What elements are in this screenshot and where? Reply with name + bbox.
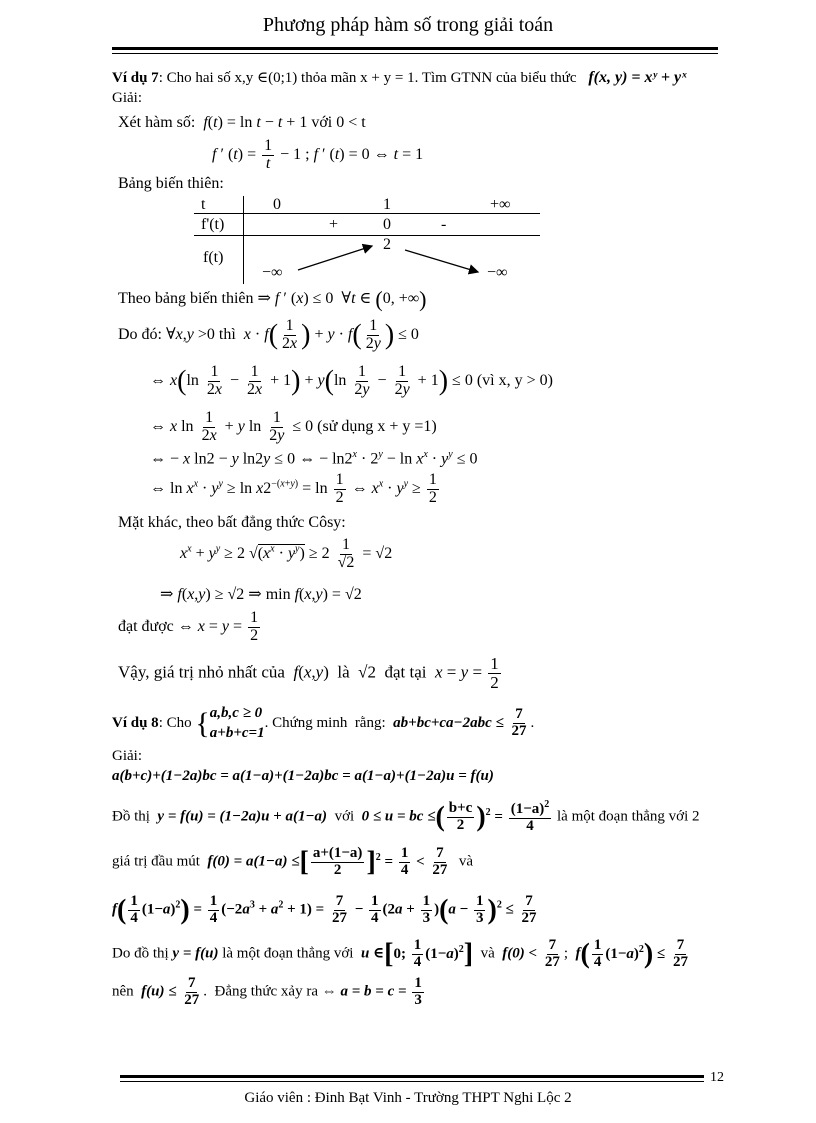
ex8-line-3: giá trị đầu mút f(0) = a(1−a) ≤[ $\frac{a+(1-a)}{2}$ ]$^2$ = $\frac{1}{4}$ < $\frac{7}{27}$ và: [112, 845, 474, 878]
ex7-line-7: ⇔ x ln $\frac{1}{2x}$ + y ln $\frac{1}{2y}$ ≤ 0 (sử dụng x + y =1): [150, 409, 437, 444]
table-t-label: t: [201, 196, 206, 213]
solution-label-2: Giải:: [112, 748, 142, 764]
example-7-statement: Ví dụ 7: Cho hai số x,y ∈(0;1) thỏa mãn x + y = 1. Tìm GTNN của biểu thức f(x, y) = xʸ + yˣ: [112, 69, 687, 86]
ex7-conclusion: Vậy, giá trị nhỏ nhất của f(x,y) là √2 đạt tại x = y = $\frac{1}{2}$: [118, 654, 499, 692]
ex7-line-4: Theo bảng biến thiên ⇒ f ′ (x) ≤ 0 ∀t ∈ (0, +∞): [118, 286, 427, 312]
ex7-line-12: ⇒ f(x,y) ≥ √2 ⇒ min f(x,y) = √2: [160, 586, 362, 603]
ex7-line-5: Do đó: ∀x,y >0 thì x · f( $\frac{1}{2x}$ ) + y · f( $\frac{1}{2y}$ ) ≤ 0: [118, 317, 419, 352]
page-number: 12: [710, 1070, 724, 1085]
ex8-line-4: f( $\frac{1}{4}$ $(1-a)^2$) = $\frac{1}{4}$ $(-2a^3 + a^2 + 1)$ = $\frac{7}{27}$ − $\frac{1}{4}$ (2a + $\frac{1}{3}$ )(a − $\frac{1}{3}$ )$^2$ ≤ $\frac{7}{27}$: [112, 893, 537, 926]
table-zero: 0: [383, 216, 391, 233]
ex7-line-8: ⇔ − x ln2 − y ln2y ≤ 0 ⇔ − $\ln 2^x \cdot 2^y - \ln x^x \cdot y^y \le 0$: [150, 449, 478, 468]
decreasing-arrow: [405, 250, 478, 272]
footer-rule-thick: [120, 1075, 704, 1078]
footer-rule-thin: [120, 1081, 704, 1082]
table-arrows: [290, 240, 490, 280]
page-header-title: Phương pháp hàm số trong giải toán: [262, 14, 554, 36]
ex7-line-2: f ′ (t) = $\frac{1}{t}$ − 1 ; f ′ (t) = 0 ⇔ t = 1: [212, 137, 424, 172]
increasing-arrow: [298, 246, 372, 270]
ex8-line-6: nên f(u) ≤ $\frac{7}{27}$ . Đẳng thức xảy ra ⇔ a = b = c = $\frac{1}{3}$: [112, 975, 422, 1008]
header-rule-thin: [112, 53, 718, 54]
table-t0: 0: [273, 196, 281, 213]
footer-text: Giáo viên : Đinh Bạt Vinh - Trường THPT Nghi Lộc 2: [244, 1090, 572, 1106]
ex8-line-5: Do đồ thị y = f(u) là một đoạn thẳng với u ∈[0; $\frac{1}{4}$ $(1-a)^2$] và f(0) < $\frac{7}{27}$ ; f( $\frac{1}{4}$ $(1-a)^2$) ≤ $\frac{7}{27}$: [112, 937, 688, 970]
ex7-line-10: Mặt khác, theo bất đẳng thức Côsy:: [118, 514, 346, 531]
table-fleft: −∞: [262, 264, 283, 281]
table-minus: -: [441, 216, 447, 233]
header-rule-thick: [112, 47, 718, 50]
ex7-line-9: ⇔ $\ln x^x \cdot y^y \ge \ln x2^{-(x+y)} = \ln$ $\frac{1}{2}$ ⇔ $x^x \cdot y^y$ ≥ $\frac{1}{2}$: [150, 471, 437, 506]
ex7-line-13: đạt được ⇔ x = y = $\frac{1}{2}$: [118, 609, 259, 644]
example-8-statement: Ví dụ 8: Cho { a,b,c ≥ 0 a+b+c=1 . Chứng minh rằng: ab+bc+ca−2abc ≤ $\frac{7}{27}$ .: [112, 705, 535, 741]
table-f-label: f(t): [203, 249, 224, 266]
table-fmax: 2: [383, 236, 391, 253]
table-fprime-label: f'(t): [201, 216, 225, 233]
ex7-line-1: Xét hàm số: f(t) = ln t − t + 1 với 0 < t: [118, 114, 366, 131]
table-tinf: +∞: [490, 196, 511, 213]
variation-table-label: Bảng biến thiên:: [118, 175, 224, 192]
ex8-line-2: Đồ thị y = f(u) = (1−2a)u + a(1−a) với 0 ≤ u = bc ≤( $\frac{b+c}{2}$ )$^2$ = $\frac{(1-a)^2}{4}$ là một đoạn thẳng với 2: [112, 799, 700, 834]
table-plus: +: [329, 216, 339, 233]
ex8-line-1: a(b+c)+(1−2a)bc = a(1−a)+(1−2a)bc = a(1−a)+(1−2a)u = f(u): [112, 768, 494, 784]
ex7-line-11: $x^x + y^y \ge 2$ $√(x^x \cdot y^y) \ge 2$ $\frac{1}{√2}$ = √2: [180, 536, 393, 571]
solution-label-1: Giải:: [112, 90, 142, 106]
table-t1: 1: [383, 196, 391, 213]
table-fright: −∞: [487, 264, 508, 281]
ex7-line-6: ⇔ x(ln $\frac{1}{2x}$ − $\frac{1}{2x}$ + 1) + y(ln $\frac{1}{2y}$ − $\frac{1}{2y}$ + 1) ≤ 0 (vì x, y > 0): [150, 363, 553, 398]
